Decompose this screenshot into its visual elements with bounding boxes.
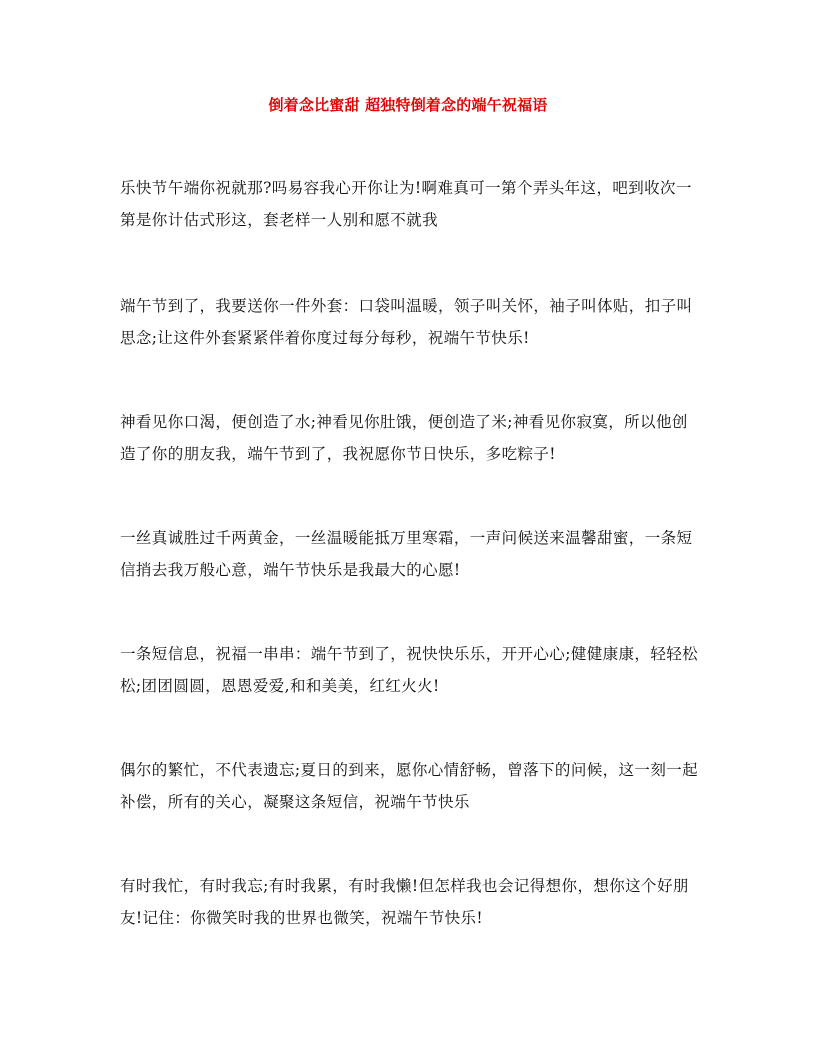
paragraph-2: 端午节到了，我要送你一件外套：口袋叫温暖，领子叫关怀，袖子叫体贴，扣子叫思念;让这件外套紧紧伴着你度过每分每秒，祝端午节快乐!	[120, 297, 693, 347]
paragraph-5: 一条短信息，祝福一串串：端午节到了，祝快快乐乐，开开心心;健健康康，轻轻松松;团团圆圆，恩恩爱爱,和和美美，红红火火!	[120, 645, 699, 695]
paragraph-1: 乐快节午端你祝就那?吗易容我心开你让为!啊难真可一第个弄头年这，吧到收次一第是你计估式形这，套老样一人别和愿不就我	[120, 179, 692, 229]
paragraph-7: 有时我忙，有时我忘;有时我累，有时我懒!但怎样我也会记得想你，想你这个好朋友!记住：你微笑时我的世界也微笑，祝端午节快乐!	[120, 877, 689, 927]
paragraph-3: 神看见你口渴，便创造了水;神看见你肚饿，便创造了米;神看见你寂寞，所以他创造了你的朋友我，端午节到了，我祝愿你节日快乐，多吃粽子!	[120, 413, 688, 463]
paragraph-6: 偶尔的繁忙，不代表遗忘;夏日的到来，愿你心情舒畅，曾落下的问候，这一刻一起补偿，所有的关心，凝聚这条短信，祝端午节快乐	[120, 761, 699, 811]
paragraph-4: 一丝真诚胜过千两黄金，一丝温暖能抵万里寒霜，一声问候送来温馨甜蜜，一条短信捎去我万般心意，端午节快乐是我最大的心愿!	[120, 529, 693, 579]
document-title: 倒着念比蜜甜 超独特倒着念的端午祝福语	[268, 96, 548, 114]
